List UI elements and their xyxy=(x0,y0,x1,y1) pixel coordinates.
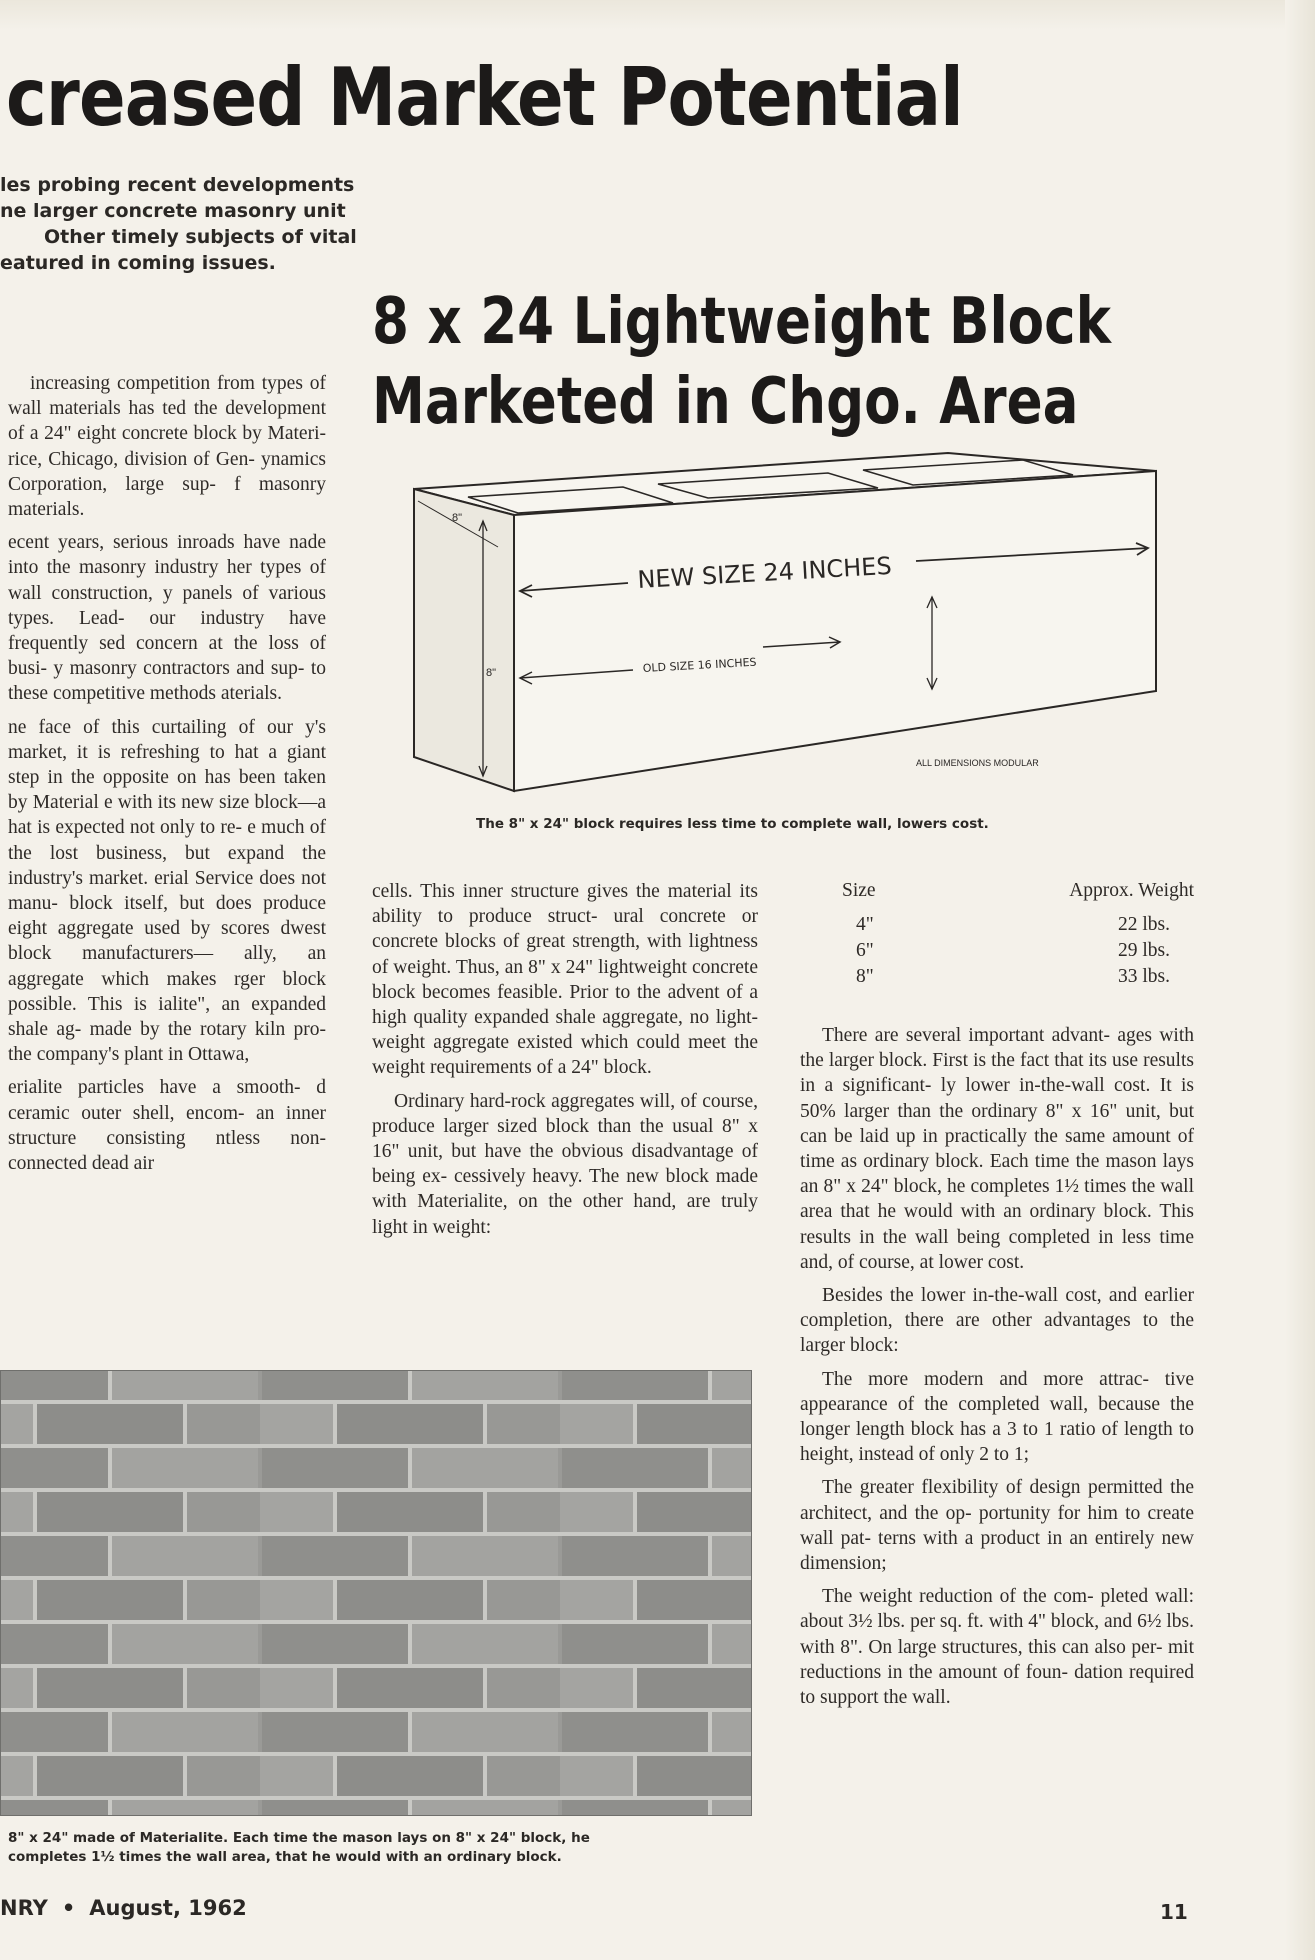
table-header-row xyxy=(842,880,1194,914)
deck-line: Other timely subjects of vital xyxy=(44,226,357,248)
article-headline: creased Market Potential xyxy=(6,51,963,144)
weight-cell: 22 lbs. xyxy=(1117,914,1170,935)
dimension-label-top: 8" xyxy=(452,512,463,524)
paragraph: ne face of this curtailing of our y's market, it is refreshing to hat a giant step in the opposite on has been taken by Material e with its new size block—a hat is expected not only to re- e much of the lost business, but expand the industry's market. erial Service does not manu- block itself, but does produce eight aggregate used by scores dwest block manufacturers— ally, an aggregate which makes rger block possible. This is ialite", an expanded shale ag- made by the rotary kiln pro- the company's plant in Ottawa, xyxy=(8,716,326,1066)
middle-text-column xyxy=(372,879,758,1248)
paragraph: Ordinary hard-rock aggregates will, of course, produce larger sized block than the usual 8" x 16" unit, but have the obvious disadvantage of being ex- cessively heavy. The new block made with Materialite, on the other hand, are truly light in weight: xyxy=(372,1090,758,1238)
paragraph: erialite particles have a smooth- d ceramic outer shell, encom- an inner structure consisting ntless non-connected dead air xyxy=(8,1077,326,1175)
deck-line: ne larger concrete masonry unit xyxy=(0,200,346,222)
weight-cell: 29 lbs. xyxy=(1117,940,1170,961)
paragraph: The greater flexibility of design permitted the architect, and the op- portunity for him to create wall pat- terns with a product in an entirely new dimension; xyxy=(800,1477,1194,1575)
article-deck xyxy=(0,172,360,276)
deck-line: les probing recent developments xyxy=(0,174,355,196)
table-row xyxy=(842,940,1194,966)
deck-line: eatured in coming issues. xyxy=(0,252,276,274)
diagram-note: ALL DIMENSIONS MODULAR xyxy=(916,758,1039,768)
photo-caption-line: 8" x 24" made of Materialite. Each time the mason lays on 8" x 24" block, he xyxy=(8,1830,590,1846)
paragraph: The more modern and more attrac- tive appearance of the completed wall, because the longer length block has a 3 to 1 ratio of length to height, instead of only 2 to 1; xyxy=(800,1368,1194,1466)
page-number: 11 xyxy=(1160,1900,1188,1924)
new-size-label: NEW SIZE 24 INCHES xyxy=(636,551,893,594)
weight-cell: 33 lbs. xyxy=(1117,966,1170,987)
diagram-caption: The 8" x 24" block requires less time to complete wall, lowers cost. xyxy=(476,816,989,832)
size-cell: 6" xyxy=(856,940,874,961)
magazine-name: NRY xyxy=(0,1896,48,1920)
column-header-weight: Approx. Weight xyxy=(1069,880,1194,901)
block-end-face xyxy=(414,489,514,791)
size-cell: 8" xyxy=(856,966,874,987)
feature-title-line: 8 x 24 Lightweight Block xyxy=(372,285,1111,359)
feature-title xyxy=(372,282,1111,442)
old-size-label: OLD SIZE 16 INCHES xyxy=(642,655,757,675)
block-front-face xyxy=(514,471,1156,791)
left-text-column xyxy=(8,371,326,1184)
paragraph: Besides the lower in-the-wall cost, and earlier completion, there are other advantages to the larger block: xyxy=(800,1285,1194,1357)
table-row xyxy=(842,966,1194,992)
dimension-label-side: 8" xyxy=(486,667,497,679)
weight-table xyxy=(842,880,1194,992)
block-diagram xyxy=(408,451,1168,801)
issue-date: August, 1962 xyxy=(89,1896,247,1920)
right-text-column xyxy=(800,1023,1194,1718)
footer xyxy=(0,1896,247,1920)
page-edge-shadow xyxy=(1285,0,1315,1960)
column-header-size: Size xyxy=(842,880,876,901)
paragraph: cells. This inner structure gives the material its ability to produce struct- ural concrete or concrete blocks of great strength, with lightness of weight. Thus, an 8" x 24" lightweight concrete block becomes feasible. Prior to the advent of a high quality expanded shale aggregate, no light- weight aggregate existed which could meet the weight requirements of a 24" block. xyxy=(372,881,758,1079)
page-top-shadow xyxy=(0,0,1315,30)
paragraph: The weight reduction of the com- pleted wall: about 3½ lbs. per sq. ft. with 4" block, and 6½ lbs. with 8". On large structures, this can also per- mit reductions in the amount of foun- dation required to support the wall. xyxy=(800,1586,1194,1709)
bullet-icon: • xyxy=(61,1896,76,1920)
block-wall-photo xyxy=(0,1370,752,1816)
photo-caption xyxy=(8,1829,756,1867)
size-cell: 4" xyxy=(856,914,874,935)
photo-caption-line: completes 1½ times the wall area, that he would with an ordinary block. xyxy=(8,1849,562,1865)
feature-title-line: Marketed in Chgo. Area xyxy=(372,365,1079,439)
paragraph: ecent years, serious inroads have nade into the masonry industry her types of wall construction, y panels of various types. Lead- our industry have frequently sed concern at the loss of busi- y masonry contractors and sup- to these competitive methods aterials. xyxy=(8,532,326,705)
table-row xyxy=(842,914,1194,940)
paragraph: increasing competition from types of wall materials has ted the development of a 24" eight concrete block by Materi- rice, Chicago, division of Gen- ynamics Corporation, large sup- f masonry materials. xyxy=(8,373,326,521)
paragraph: There are several important advant- ages with the larger block. First is the fact that its use results in a significant- ly lower in-the-wall cost. It is 50% larger than the ordinary 8" x 16" unit, but can be laid up in practically the same amount of time as ordinary block. Each time the mason lays an 8" x 24" block, he completes 1½ times the wall area that he would with an ordinary block. This results in the wall being completed in less time and, of course, at lower cost. xyxy=(800,1025,1194,1273)
